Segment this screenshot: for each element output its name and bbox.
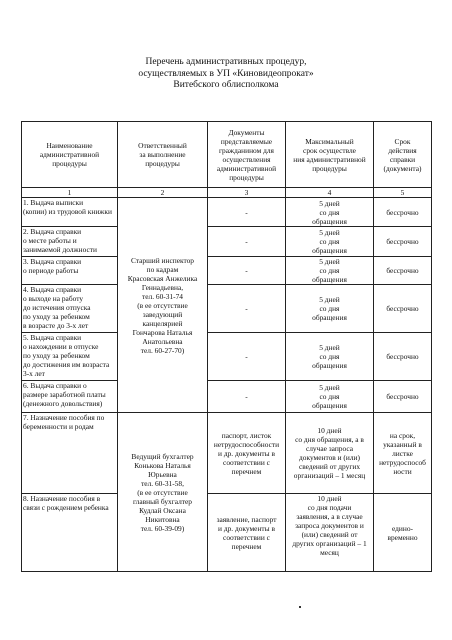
column-number-5: 5 [374, 188, 432, 198]
header-validity: Срок действия справки (документа) [374, 122, 432, 188]
max-term: 10 дней со дня обращения, а в случае запроса документов и (или) сведений от других организаций – 1 месяц [286, 413, 374, 494]
required-documents: - [208, 198, 286, 227]
procedure-name: 2. Выдача справки о месте работы и занимаемой должности [22, 227, 118, 257]
required-documents: - [208, 381, 286, 413]
procedure-name: 7. Назначение пособия по беременности и родам [22, 413, 118, 494]
column-number-4: 4 [286, 188, 374, 198]
column-number-1: 1 [22, 188, 118, 198]
page-speck [299, 606, 301, 608]
procedure-name: 8. Назначение пособия в связи с рождением ребенка [22, 494, 118, 572]
validity-period: едино- временно [374, 494, 432, 572]
required-documents: - [208, 227, 286, 257]
validity-period: на срок, указанный в листке нетрудоспособ ности [374, 413, 432, 494]
max-term: 5 дней со дня обращения [286, 227, 374, 257]
required-documents: - [208, 257, 286, 285]
required-documents: - [208, 285, 286, 333]
header-row [22, 122, 432, 188]
required-documents: - [208, 333, 286, 381]
header-documents: Документы представляемые гражданином для осуществления административной процедуры [208, 122, 286, 188]
max-term: 5 дней со дня обращения [286, 198, 374, 227]
header-responsible: Ответственный за выполнение процедуры [118, 122, 208, 188]
document-heading [60, 57, 392, 92]
validity-period: бессрочно [374, 257, 432, 285]
procedures-table [21, 121, 432, 572]
max-term: 5 дней со дня обращения [286, 333, 374, 381]
max-term: 5 дней со дня обращения [286, 257, 374, 285]
validity-period: бессрочно [374, 227, 432, 257]
table-row [22, 381, 432, 413]
heading-line-1: Перечень административных процедур, [145, 57, 307, 67]
max-term: 10 дней со дня подачи заявления, а в случае запроса документов и (или) сведений от других организаций – 1 месяц [286, 494, 374, 572]
required-documents: паспорт, листок нетрудоспособности и др. документы в соответствии с перечнем [208, 413, 286, 494]
header-max-term: Максимальный срок осуществле ния административной процедуры [286, 122, 374, 188]
max-term: 5 дней со дня обращения [286, 285, 374, 333]
responsible-person-hr: Старший инспектор по кадрам Красовская Анжелика Геннадьевна, тел. 60-31-74 (в ее отсутствие заведующий канцелярией Гончарова Наталья Анатольевна тел. 60-27-70) [118, 198, 208, 413]
heading-line-2: осуществляемых в УП «Киновидеопрокат» [138, 68, 314, 79]
procedure-name: 5. Выдача справки о нахождении в отпуске по уходу за ребенком до достижения им возраста 3-х лет [22, 333, 118, 381]
required-documents: заявление, паспорт и др. документы в соответствии с перечнем [208, 494, 286, 572]
table-row [22, 285, 432, 333]
column-number-3: 3 [208, 188, 286, 198]
validity-period: бессрочно [374, 381, 432, 413]
header-procedure-name: Наименование административной процедуры [22, 122, 118, 188]
procedure-name: 4. Выдача справки о выходе на работу до истечения отпуска по уходу за ребенком в возрасте до 3-х лет [22, 285, 118, 333]
validity-period: бессрочно [374, 333, 432, 381]
procedure-name: 1. Выдача выписки (копии) из трудовой книжки [22, 198, 118, 227]
table-row [22, 494, 432, 572]
table-row [22, 257, 432, 285]
procedure-name: 3. Выдача справки о периоде работы [22, 257, 118, 285]
responsible-person-accounting: Ведущий бухгалтер Конькова Наталья Юрьевна тел. 60-31-58, (в ее отсутствие главный бухгалтер Кудлай Оксана Никитовна тел. 60-39-09) [118, 413, 208, 572]
column-number-2: 2 [118, 188, 208, 198]
procedure-name: 6. Выдача справки о размере заработной платы (денежного довольствия) [22, 381, 118, 413]
table-row [22, 227, 432, 257]
max-term: 5 дней со дня обращения [286, 381, 374, 413]
validity-period: бессрочно [374, 285, 432, 333]
table-row [22, 333, 432, 381]
heading-line-3: Витебского облисполкома [173, 80, 279, 90]
column-numbers-row [22, 188, 432, 198]
table-row [22, 413, 432, 494]
table-row [22, 198, 432, 227]
validity-period: бессрочно [374, 198, 432, 227]
